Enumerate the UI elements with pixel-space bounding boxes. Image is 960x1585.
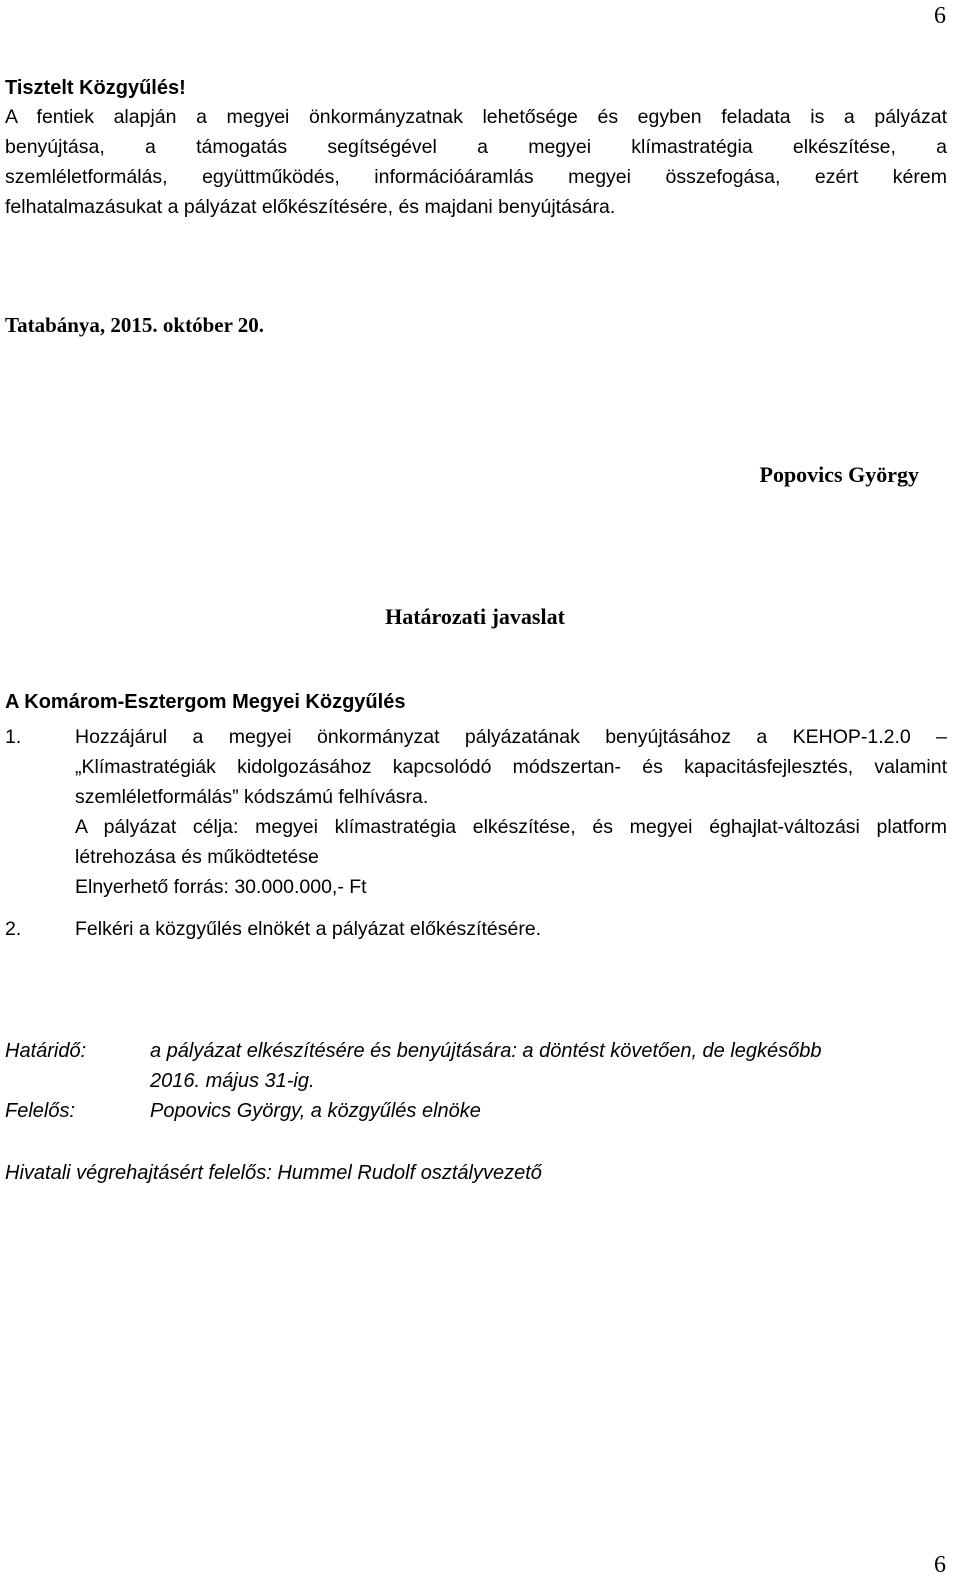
- assembly-heading: A Komárom-Esztergom Megyei Közgyűlés: [5, 691, 406, 713]
- item-line: Hozzájárul a megyei önkormányzat pályázatának benyújtásához a KEHOP-1.2.0 –: [75, 726, 947, 748]
- item-line: „Klímastratégiák kidolgozásához kapcsolódó módszertan- és kapacitásfejlesztés, valamint: [75, 756, 947, 778]
- signatory-name: Popovics György: [759, 462, 919, 487]
- resolution-item-2: [5, 914, 947, 944]
- intro-line: benyújtása, a támogatás segítségével a megyei klímastratégia elkészítése, a: [5, 136, 947, 158]
- item-line: Felkéri a közgyűlés elnökét a pályázat előkészítésére.: [75, 918, 542, 940]
- intro-paragraph: [5, 102, 947, 222]
- responsible-label: Felelős:: [5, 1100, 76, 1122]
- item-line: A pályázat célja: megyei klímastratégia elkészítése, és megyei éghajlat-változási platform: [75, 816, 947, 838]
- intro-line: felhatalmazásukat a pályázat előkészítésére, és majdani benyújtására.: [5, 196, 616, 218]
- page-number-top: 6: [934, 3, 946, 29]
- responsible-value: Popovics György, a közgyűlés elnöke: [150, 1100, 481, 1122]
- deadline-value: a pályázat elkészítésére és benyújtására: a döntést követően, de legkésőbb: [150, 1040, 822, 1062]
- item-line: létrehozása és működtetése: [75, 846, 319, 868]
- intro-line: szemléletformálás, együttműködés, információáramlás megyei összefogása, ezért kérem: [5, 166, 947, 188]
- item-number: 1.: [5, 726, 22, 748]
- office-responsible: Hivatali végrehajtásért felelős: Hummel Rudolf osztályvezető: [5, 1162, 542, 1184]
- item-line: Elnyerhető forrás: 30.000.000,- Ft: [75, 876, 367, 898]
- page-number-bottom: 6: [934, 1552, 946, 1578]
- resolution-item-1: [5, 722, 947, 902]
- deadline-value: 2016. május 31-ig.: [150, 1070, 315, 1092]
- deadline-label: Határidő:: [5, 1040, 87, 1062]
- intro-line: A fentiek alapján a megyei önkormányzatnak lehetősége és egyben feladata is a pályázat: [5, 106, 947, 128]
- item-number: 2.: [5, 918, 22, 940]
- salutation: Tisztelt Közgyűlés!: [5, 77, 186, 99]
- resolution-title: Határozati javaslat: [385, 604, 565, 629]
- place-date: Tatabánya, 2015. október 20.: [5, 313, 265, 337]
- item-line: szemléletformálás” kódszámú felhívásra.: [75, 786, 429, 808]
